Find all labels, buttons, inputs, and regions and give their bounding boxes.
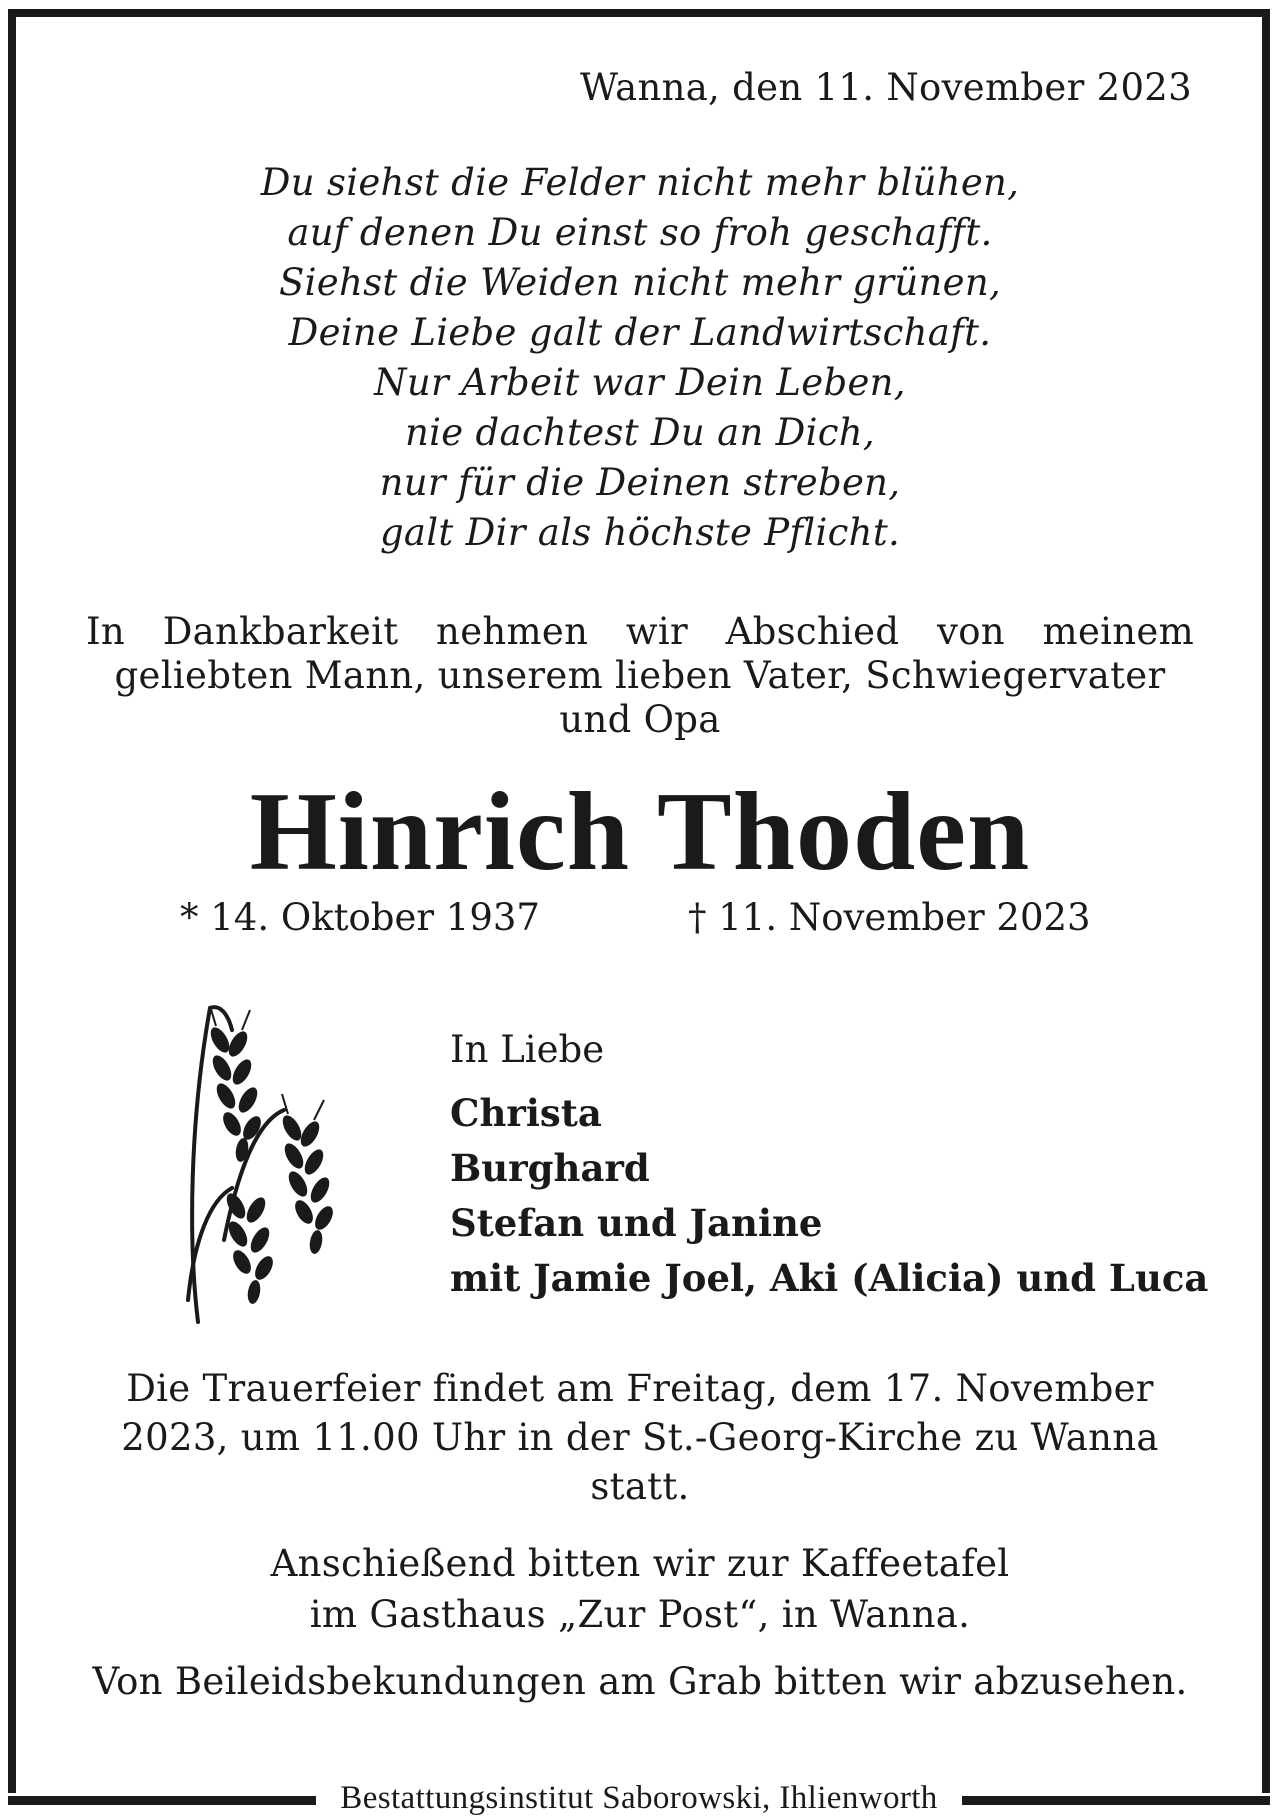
footer-rule-left: [8, 1796, 316, 1805]
coffee-line: im Gasthaus „Zur Post“, in Wanna.: [309, 1593, 971, 1636]
ceremony-line: Die Trauerfeier findet am Freitag, dem 17. November: [126, 1367, 1154, 1410]
ceremony-line: 2023, um 11.00 Uhr in der St.-Georg-Kirche zu Wanna: [121, 1416, 1159, 1459]
mourners-list: [450, 1086, 1208, 1306]
ceremony-info: [0, 1364, 1280, 1511]
coffee-line: Anschießend bitten wir zur Kaffeetafel: [270, 1542, 1010, 1585]
poem-line: nur für die Deinen streben,: [379, 461, 901, 504]
poem: [0, 158, 1280, 558]
intro-text: [86, 610, 1194, 742]
poem-line: Nur Arbeit war Dein Leben,: [374, 361, 906, 404]
coffee-info: [0, 1538, 1280, 1640]
ceremony-line: statt.: [590, 1465, 690, 1508]
mourner-name: mit Jamie Joel, Aki (Alicia) und Luca: [450, 1256, 1209, 1300]
footer: [8, 1780, 1270, 1816]
mourner-name: Stefan und Janine: [450, 1201, 823, 1245]
poem-line: nie dachtest Du an Dich,: [405, 411, 875, 454]
deceased-name: Hinrich Thoden: [249, 770, 1031, 894]
death-date: † 11. November 2023: [688, 896, 1091, 939]
intro-line: geliebten Mann, unserem lieben Vater, Schwiegervater: [114, 654, 1166, 697]
condolence-note: Von Beileidsbekundungen am Grab bitten wir abzusehen.: [92, 1660, 1188, 1703]
footer-rule-right: [962, 1796, 1270, 1805]
intro-line: In Dankbarkeit nehmen wir Abschied von meinem: [86, 610, 1194, 653]
poem-line: Deine Liebe galt der Landwirtschaft.: [288, 311, 992, 354]
mourners-heading: In Liebe: [450, 1028, 605, 1071]
intro-line: und Opa: [559, 698, 721, 741]
funeral-home: Bestattungsinstitut Saborowski, Ihlienworth: [340, 1780, 938, 1816]
mourner-name: Burghard: [450, 1146, 650, 1190]
birth-date: * 14. Oktober 1937: [180, 896, 540, 939]
poem-line: Du siehst die Felder nicht mehr blühen,: [260, 161, 1020, 204]
poem-line: Siehst die Weiden nicht mehr grünen,: [278, 261, 1002, 304]
wheat-ears-icon: [180, 1000, 360, 1330]
poem-line: auf denen Du einst so froh geschafft.: [287, 211, 993, 254]
mourner-name: Christa: [450, 1091, 602, 1135]
date-line: Wanna, den 11. November 2023: [579, 66, 1192, 109]
poem-line: galt Dir als höchste Pflicht.: [379, 511, 901, 554]
